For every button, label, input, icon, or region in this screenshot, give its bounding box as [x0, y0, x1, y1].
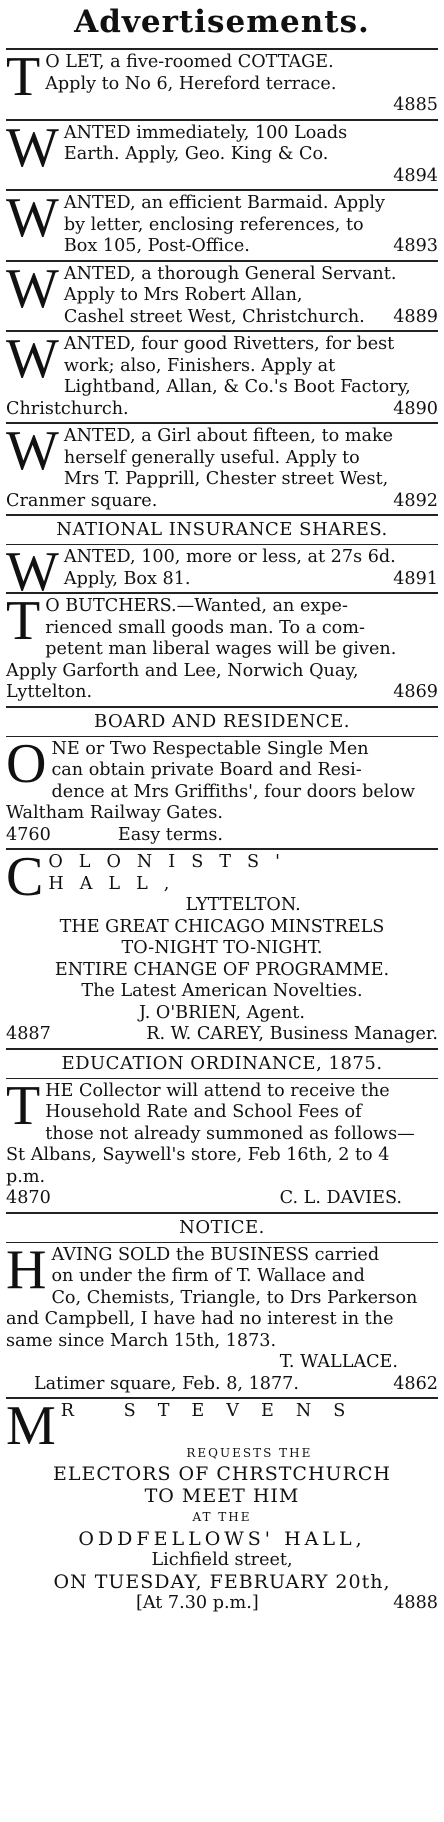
drop-cap: T: [6, 46, 41, 108]
drop-cap: M: [6, 1395, 56, 1457]
ad-line: [At 7.30 p.m.]: [136, 1593, 259, 1613]
divider: [6, 1048, 438, 1050]
divider: [6, 706, 438, 708]
ad-shares: [6, 541, 438, 603]
ad-number: 4862: [393, 1373, 438, 1394]
ad-line: work; also, Finishers. Apply at: [63, 355, 336, 376]
ad-line: Household Rate and School Fees of: [45, 1102, 362, 1122]
ad-servant: [6, 257, 438, 329]
divider: [6, 422, 438, 424]
ad-line: THE GREAT CHICAGO MINSTRELS: [59, 916, 385, 937]
ad-line: can obtain private Board and Resi-: [51, 760, 362, 780]
ad-line: ANTED immediately, 100 Loads: [63, 122, 348, 143]
ad-line: R STEVENS: [60, 1401, 368, 1421]
ad-number: 4890: [393, 398, 438, 419]
ad-earth: [6, 116, 438, 188]
divider: [6, 330, 438, 332]
ad-rivetters: [6, 328, 438, 420]
ad-line: Apply to Mrs Robert Allan,: [63, 285, 303, 305]
ad-number: 4887: [6, 1024, 51, 1044]
drop-cap: W: [6, 541, 59, 603]
ad-line: Waltham Railway Gates.: [6, 803, 223, 823]
section-heading: EDUCATION ORDINANCE, 1875.: [61, 1052, 383, 1074]
ad-number: 4888: [393, 1593, 438, 1613]
ad-number: 4894: [393, 165, 438, 186]
ad-signature: T. WALLACE.: [279, 1352, 398, 1372]
ad-line: AVING SOLD the BUSINESS carried: [51, 1244, 380, 1265]
section-heading: BOARD AND RESIDENCE.: [93, 710, 350, 732]
ad-line: ANTED, a Girl about fifteen, to make: [63, 426, 394, 446]
ad-number: 4885: [393, 95, 438, 115]
ad-line: ANTED, a thorough General Servant.: [63, 263, 397, 284]
ad-line: Christchurch.: [6, 398, 129, 419]
ad-line: REQUESTS THE: [186, 1445, 313, 1460]
ad-line: St Albans, Saywell's store, Feb 16th, 2 to 4: [6, 1145, 390, 1165]
ad-line: AT THE: [192, 1510, 252, 1524]
divider: [6, 1242, 438, 1243]
ad-line: ANTED, four good Rivetters, for best: [63, 334, 395, 354]
ad-number: 4892: [393, 490, 438, 511]
ad-number: 4870: [6, 1188, 51, 1208]
ad-line: herself generally useful. Apply to: [63, 447, 360, 468]
ad-line: Easy terms.: [117, 824, 223, 845]
ad-line: ENTIRE CHANGE OF PROGRAMME.: [54, 959, 390, 980]
drop-cap: W: [6, 328, 59, 390]
drop-cap: W: [6, 257, 59, 320]
ad-number: 4760: [6, 824, 51, 845]
ad-line: Apply, Box 81.: [63, 568, 191, 589]
divider: [6, 736, 438, 737]
ad-line: O BUTCHERS.—Wanted, an expe-: [45, 596, 348, 616]
ad-line: The Latest American Novelties.: [81, 981, 363, 1001]
ad-line: ODDFELLOWS' HALL,: [78, 1527, 366, 1550]
divider: [6, 189, 438, 191]
ad-line: on under the firm of T. Wallace and: [51, 1266, 365, 1286]
drop-cap: T: [6, 1074, 41, 1137]
ad-line: petent man liberal wages will be given.: [45, 639, 397, 659]
ad-line: Lichfield street,: [151, 1550, 293, 1570]
ad-line: Lyttelton.: [6, 682, 93, 702]
divider: [6, 592, 438, 594]
ad-line: those not already summoned as follows—: [45, 1123, 415, 1144]
ad-line: rienced small goods man. To a com-: [45, 617, 365, 638]
ad-line: dence at Mrs Griffiths', four doors below: [51, 781, 416, 802]
ad-stevens: [6, 1395, 438, 1615]
ad-number: 4891: [393, 568, 438, 589]
ad-line: ANTED, 100, more or less, at 27s 6d.: [63, 547, 396, 567]
ad-girl: [6, 420, 438, 512]
drop-cap: W: [6, 116, 59, 179]
ad-line: TO MEET HIM: [144, 1484, 300, 1507]
ad-line: and Campbell, I have had no interest in the: [6, 1309, 394, 1329]
ad-line: TO-NIGHT TO-NIGHT.: [121, 938, 323, 958]
ad-line: Mrs T. Papprill, Chester street West,: [63, 469, 389, 489]
divider: [6, 544, 438, 545]
ad-line: Co, Chemists, Triangle, to Drs Parkerson: [51, 1287, 418, 1308]
divider: [6, 48, 438, 50]
divider: [6, 514, 438, 516]
section-heading: NATIONAL INSURANCE SHARES.: [56, 519, 388, 540]
divider: [6, 119, 438, 121]
drop-cap: T: [6, 590, 41, 652]
ad-signature: C. L. DAVIES.: [279, 1188, 402, 1208]
divider: [6, 260, 438, 262]
ad-line: ANTED, an efficient Barmaid. Apply: [63, 193, 385, 213]
ad-number: 4869: [393, 682, 438, 702]
ad-line: Latimer square, Feb. 8, 1877.: [34, 1373, 299, 1394]
ad-board: [6, 732, 438, 847]
ad-line: ELECTORS OF CHRSTCHURCH: [53, 1463, 391, 1485]
ad-line: NE or Two Respectable Single Men: [51, 738, 369, 759]
ad-butchers: [6, 590, 438, 704]
divider: [6, 848, 438, 850]
divider: [6, 1078, 438, 1079]
ad-line: OLONISTS' HALL,: [48, 852, 296, 894]
drop-cap: H: [6, 1238, 47, 1301]
ad-line: O LET, a five-roomed COTTAGE.: [45, 52, 334, 72]
ad-line: HE Collector will attend to receive the: [45, 1080, 390, 1101]
ad-number: 4893: [393, 236, 438, 256]
ad-line: J. O'BRIEN, Agent.: [139, 1002, 305, 1023]
drop-cap: W: [6, 187, 59, 249]
ad-line: by letter, enclosing references, to: [63, 214, 364, 235]
ad-line: R. W. CAREY, Business Manager.: [146, 1024, 438, 1044]
ad-line: p.m.: [6, 1166, 46, 1187]
ad-colonists-hall: [6, 846, 438, 1046]
ad-line: Cranmer square.: [6, 490, 158, 511]
ad-number: 4889: [393, 306, 438, 327]
ad-line: Lightband, Allan, & Co.'s Boot Factory,: [63, 377, 411, 397]
divider: [6, 1397, 438, 1399]
ad-line: Box 105, Post-Office.: [63, 236, 250, 256]
ad-wallace: [6, 1238, 438, 1396]
drop-cap: O: [6, 732, 47, 795]
masthead-title: Advertisements.: [74, 4, 370, 40]
section-heading: NOTICE.: [179, 1216, 265, 1238]
ad-collector: [6, 1074, 438, 1210]
ad-line: Earth. Apply, Geo. King & Co.: [63, 144, 329, 164]
ad-line: LYTTELTON.: [185, 895, 301, 915]
ad-barmaid: [6, 187, 438, 258]
ad-line: same since March 15th, 1873.: [6, 1330, 277, 1351]
drop-cap: W: [6, 420, 59, 482]
ad-line: ON TUESDAY, FEBRUARY 20th,: [53, 1570, 391, 1593]
drop-cap: C: [6, 846, 44, 908]
ad-line: Apply to No 6, Hereford terrace.: [45, 73, 337, 94]
divider: [6, 1212, 438, 1214]
ad-line: Apply Garforth and Lee, Norwich Quay,: [6, 660, 359, 681]
ad-line: Cashel street West, Christchurch.: [63, 306, 365, 327]
ad-cottage: [6, 46, 438, 117]
